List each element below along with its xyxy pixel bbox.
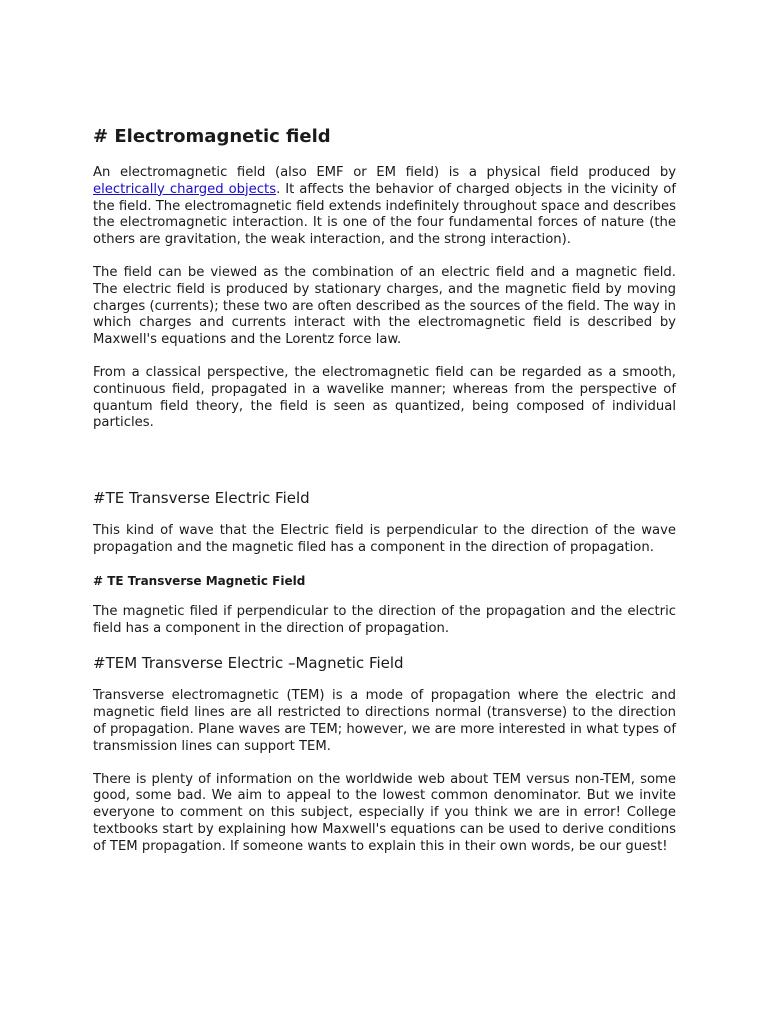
- heading-te-transverse-electric: #TE Transverse Electric Field: [93, 489, 310, 508]
- spacer: [93, 448, 676, 488]
- heading-tem-transverse-electromagnetic: #TEM Transverse Electric –Magnetic Field: [93, 654, 404, 673]
- paragraph-tem-information: There is plenty of information on the worldwide web about TEM versus non-TEM, some good, some bad. We aim to appeal to the lowest common denominator. But we invite everyone to comment on this subject, especially if you think we are in error! College textbooks start by explaining how Maxwell's equations can be used to derive conditions of TEM propagation. If someone wants to explain this in their own words, be our guest!: [93, 771, 676, 854]
- paragraph-emf-intro-text-end: . It affects the behavior of charged objects in the vicinity of the field. The electromagnetic field extends indefinitely throughout space and describes the electromagnetic interaction. It is one of the four fundamental forces of nature (the others are gravitation, the weak interaction, and the strong interaction).: [93, 181, 676, 248]
- paragraph-te-description: This kind of wave that the Electric field is perpendicular to the direction of the wave propagation and the magnetic filed has a component in the direction of propagation.: [93, 523, 676, 555]
- link-electrically-charged-objects[interactable]: electrically charged objects: [93, 181, 277, 197]
- paragraph-emf-intro: [93, 165, 676, 249]
- heading-electromagnetic-field: # Electromagnetic field: [93, 126, 331, 147]
- paragraph-field-combination: The field can be viewed as the combination of an electric field and a magnetic field. The electric field is produced by stationary charges, and the magnetic field by moving charges (currents); these two are often described as the sources of the field. The way in which charges and currents interact with the electromagnetic field is described by Maxwell's equations and the Lorentz force law.: [93, 264, 676, 348]
- paragraph-tem-definition: Transverse electromagnetic (TEM) is a mode of propagation where the electric and magnetic field lines are all restricted to directions normal (transverse) to the direction of propagation. Plane waves are TEM; however, we are more interested in what types of transmission lines can support TEM.: [93, 688, 676, 754]
- paragraph-classical-perspective: From a classical perspective, the electromagnetic field can be regarded as a smooth, continuous field, propagated in a wavelike manner; whereas from the perspective of quantum field theory, the field is seen as quantized, being composed of individual particles.: [93, 364, 676, 431]
- document-page: [93, 124, 676, 872]
- paragraph-emf-intro-text-start: An electromagnetic field (also EMF or EM field) is a physical field produced by: [93, 165, 676, 180]
- paragraph-tm-description: The magnetic filed if perpendicular to the direction of the propagation and the electric field has a component in the direction of propagation.: [93, 603, 676, 636]
- heading-te-transverse-magnetic: # TE Transverse Magnetic Field: [93, 573, 306, 588]
